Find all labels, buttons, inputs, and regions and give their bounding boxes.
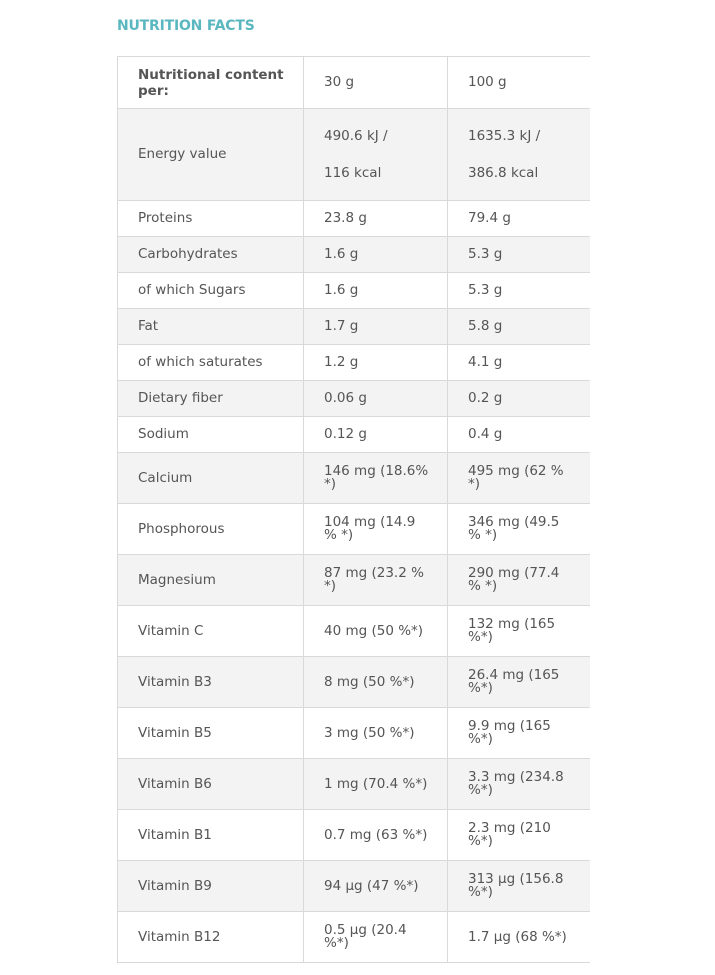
- table-row: [118, 453, 590, 504]
- value-text: 8 mg (50 %*): [324, 673, 415, 690]
- value-text: 495 mg (62 % *): [468, 463, 564, 492]
- value-text: 0.2 g: [468, 390, 503, 406]
- value-per-30g: [304, 273, 448, 309]
- row-label: of which Sugars: [118, 273, 304, 309]
- value-text: 1.2 g: [324, 354, 359, 370]
- header-per-30g: 30 g: [304, 57, 448, 109]
- value-text: 1 mg (70.4 %*): [324, 775, 428, 792]
- value-per-30g: [304, 453, 448, 504]
- table-header-row: [118, 57, 590, 109]
- value-text: 104 mg (14.9 % *): [324, 514, 416, 543]
- table-row: [118, 912, 590, 963]
- value-per-100g: [448, 345, 590, 381]
- value-per-100g: [448, 381, 590, 417]
- value-per-100g: [448, 417, 590, 453]
- value-per-30g: [304, 912, 448, 963]
- value-per-30g: [304, 237, 448, 273]
- value-text: 346 mg (49.5 % *): [468, 514, 560, 543]
- value-per-30g: [304, 309, 448, 345]
- energy-kj-30g: 490.6 kJ /: [324, 127, 388, 144]
- table-row: [118, 417, 590, 453]
- row-label: Carbohydrates: [118, 237, 304, 273]
- value-per-30g: [304, 381, 448, 417]
- row-label: Energy value: [118, 109, 304, 201]
- table-row-energy: [118, 109, 590, 201]
- value-per-30g: [304, 345, 448, 381]
- value-text: 1.6 g: [324, 246, 359, 262]
- header-per-100g: 100 g: [448, 57, 590, 109]
- table-row: [118, 504, 590, 555]
- value-text: 146 mg (18.6% *): [324, 463, 429, 492]
- value-per-100g: [448, 861, 590, 912]
- value-text: 0.7 mg (63 %*): [324, 826, 428, 843]
- value-text: 2.3 mg (210 %*): [468, 820, 551, 849]
- nutrition-table: [117, 56, 590, 963]
- value-text: 5.3 g: [468, 282, 503, 298]
- value-per-100g: [448, 237, 590, 273]
- value-per-100g: [448, 708, 590, 759]
- value-per-30g: [304, 417, 448, 453]
- value-per-30g: [304, 201, 448, 237]
- table-row: [118, 381, 590, 417]
- energy-kcal-30g: 116 kcal: [324, 164, 382, 181]
- row-label: Calcium: [118, 453, 304, 504]
- value-per-30g: [304, 555, 448, 606]
- table-row: [118, 201, 590, 237]
- table-row: [118, 810, 590, 861]
- value-text: 132 mg (165 %*): [468, 616, 556, 645]
- row-label: Vitamin B3: [118, 657, 304, 708]
- row-label: Proteins: [118, 201, 304, 237]
- value-text: 94 µg (47 %*): [324, 877, 419, 894]
- value-text: 5.8 g: [468, 318, 503, 334]
- value-per-100g: [448, 453, 590, 504]
- table-row: [118, 273, 590, 309]
- value-per-30g: [304, 657, 448, 708]
- table-row: [118, 861, 590, 912]
- table-row: [118, 237, 590, 273]
- value-text: 0.4 g: [468, 426, 503, 442]
- value-per-100g: [448, 759, 590, 810]
- value-text: 1.6 g: [324, 282, 359, 298]
- value-per-100g: [448, 810, 590, 861]
- value-text: 1.7 g: [324, 318, 359, 334]
- row-label: Vitamin B6: [118, 759, 304, 810]
- value-text: 23.8 g: [324, 210, 367, 226]
- value-per-30g: [304, 759, 448, 810]
- value-per-100g: [448, 273, 590, 309]
- header-label: Nutritional content per:: [118, 57, 304, 109]
- value-per-30g: [304, 810, 448, 861]
- energy-per-30g: [304, 109, 448, 201]
- table-row: [118, 555, 590, 606]
- row-label: Fat: [118, 309, 304, 345]
- value-text: 79.4 g: [468, 210, 511, 226]
- value-per-100g: [448, 912, 590, 963]
- value-text: 87 mg (23.2 % *): [324, 565, 424, 594]
- row-label: Phosphorous: [118, 504, 304, 555]
- table-row: [118, 657, 590, 708]
- table-row: [118, 708, 590, 759]
- value-text: 3.3 mg (234.8 %*): [468, 769, 564, 798]
- row-label: Vitamin C: [118, 606, 304, 657]
- value-text: 1.7 µg (68 %*): [468, 928, 567, 945]
- table-row: [118, 345, 590, 381]
- row-label: Vitamin B12: [118, 912, 304, 963]
- row-label: Dietary fiber: [118, 381, 304, 417]
- value-per-100g: [448, 657, 590, 708]
- value-text: 9.9 mg (165 %*): [468, 718, 551, 747]
- value-text: 313 µg (156.8 %*): [468, 871, 564, 900]
- value-text: 26.4 mg (165 %*): [468, 667, 560, 696]
- table-row: [118, 759, 590, 810]
- value-text: 0.06 g: [324, 390, 367, 406]
- value-text: 3 mg (50 %*): [324, 724, 415, 741]
- energy-kj-100g: 1635.3 kJ /: [468, 127, 541, 144]
- value-per-100g: [448, 555, 590, 606]
- row-label: Sodium: [118, 417, 304, 453]
- value-per-100g: [448, 606, 590, 657]
- section-heading: NUTRITION FACTS: [117, 18, 255, 34]
- energy-per-100g: [448, 109, 590, 201]
- value-text: 4.1 g: [468, 354, 503, 370]
- value-per-100g: [448, 504, 590, 555]
- table-row: [118, 606, 590, 657]
- value-per-30g: [304, 861, 448, 912]
- table-row: [118, 309, 590, 345]
- value-per-100g: [448, 309, 590, 345]
- energy-kcal-100g: 386.8 kcal: [468, 164, 539, 181]
- value-per-30g: [304, 606, 448, 657]
- value-text: 5.3 g: [468, 246, 503, 262]
- row-label: Vitamin B9: [118, 861, 304, 912]
- value-per-100g: [448, 201, 590, 237]
- row-label: Magnesium: [118, 555, 304, 606]
- row-label: Vitamin B1: [118, 810, 304, 861]
- row-label: of which saturates: [118, 345, 304, 381]
- value-per-30g: [304, 708, 448, 759]
- value-text: 0.12 g: [324, 426, 367, 442]
- value-text: 290 mg (77.4 % *): [468, 565, 560, 594]
- value-per-30g: [304, 504, 448, 555]
- value-text: 40 mg (50 %*): [324, 622, 424, 639]
- value-text: 0.5 µg (20.4 %*): [324, 922, 407, 951]
- row-label: Vitamin B5: [118, 708, 304, 759]
